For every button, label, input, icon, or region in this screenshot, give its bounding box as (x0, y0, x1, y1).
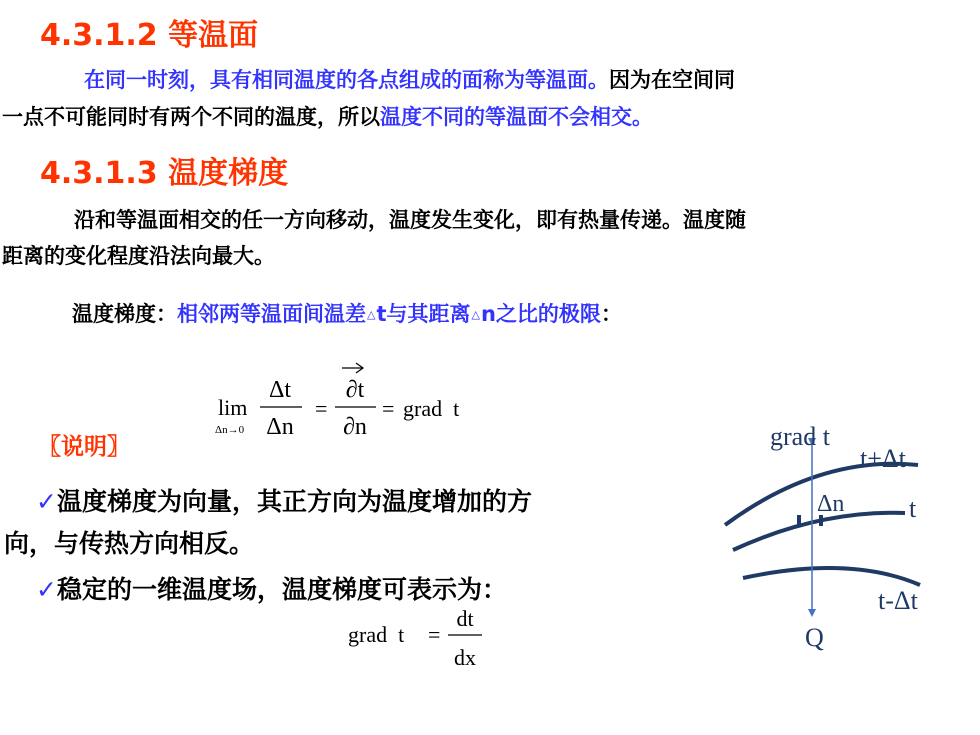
grad-t-label: grad t (770, 422, 830, 451)
grad-t-text: grad t (403, 396, 460, 421)
delta-n-label: Δn (817, 491, 845, 517)
equals-2: = (382, 396, 395, 421)
paragraph-1-line-1 (84, 64, 735, 94)
lim-subscript: Δn→0 (215, 424, 245, 436)
definition-colon: ： (600, 302, 622, 326)
isotherm-definition: 在同一时刻，具有相同温度的各点组成的面称为等温面。 (84, 68, 609, 92)
bullet-2-text: 稳定的一维温度场，温度梯度可表示为： (56, 575, 507, 604)
lim-text: lim (218, 395, 248, 420)
paragraph-2-line-2: 距离的变化程度沿法向最大。 (2, 244, 275, 268)
paragraph-1-text: 因为在空间同 (609, 68, 735, 92)
isotherms-not-intersect: 温度不同的等温面不会相交。 (380, 105, 653, 129)
equals-1: = (315, 396, 328, 421)
frac1-denominator: Δn (266, 414, 294, 440)
frac2-numerator: ∂t (345, 377, 365, 403)
q-label: Q (805, 623, 824, 652)
check-icon: ✓ (36, 487, 57, 516)
gradient-definition (72, 298, 622, 328)
heading-temperature-gradient: 4.3.1.3 温度梯度 (40, 156, 289, 191)
definition-part-1: 相邻两等温面间温差 (177, 302, 366, 326)
frac1-numerator: Δt (268, 377, 292, 403)
bullet-1-text: 温度梯度为向量，其正方向为温度增加的方 (56, 487, 532, 516)
isotherm-diagram (700, 410, 980, 670)
check-icon: ✓ (36, 575, 57, 604)
delta-triangle-1: △ (367, 308, 376, 321)
grad-t-lhs: grad t (348, 622, 405, 647)
definition-part-2: t与其距离 (376, 302, 471, 326)
paragraph-2-line-1: 沿和等温面相交的任一方向移动，温度发生变化，即有热量传递。温度随 (74, 208, 746, 232)
bullet-1-line-2: 向，与传热方向相反。 (4, 529, 255, 558)
gradient-limit-formula (210, 355, 490, 445)
heading-isothermal-surface: 4.3.1.2 等温面 (40, 18, 259, 53)
equals-3: = (428, 622, 441, 647)
isotherm-t-minus-dt (743, 568, 920, 585)
t-plus-dt-label: t+Δt (860, 444, 906, 473)
paragraph-1-line-2 (2, 101, 653, 131)
t-label: t (909, 494, 917, 523)
paragraph-1-text-2: 一点不可能同时有两个不同的温度，所以 (2, 105, 380, 129)
frac3-denominator: dx (454, 645, 476, 670)
delta-triangle-2: △ (471, 308, 480, 321)
dn-tick-left (797, 515, 801, 526)
bullet-1-line-1 (36, 482, 532, 518)
note-title: 〖说明〗 (38, 434, 130, 460)
definition-part-3: n之比的极限 (480, 302, 601, 326)
definition-label: 温度梯度： (72, 302, 177, 326)
t-minus-dt-label: t-Δt (878, 586, 918, 615)
frac2-denominator: ∂n (343, 414, 367, 440)
gradient-1d-formula (340, 598, 500, 678)
frac3-numerator: dt (456, 606, 474, 631)
